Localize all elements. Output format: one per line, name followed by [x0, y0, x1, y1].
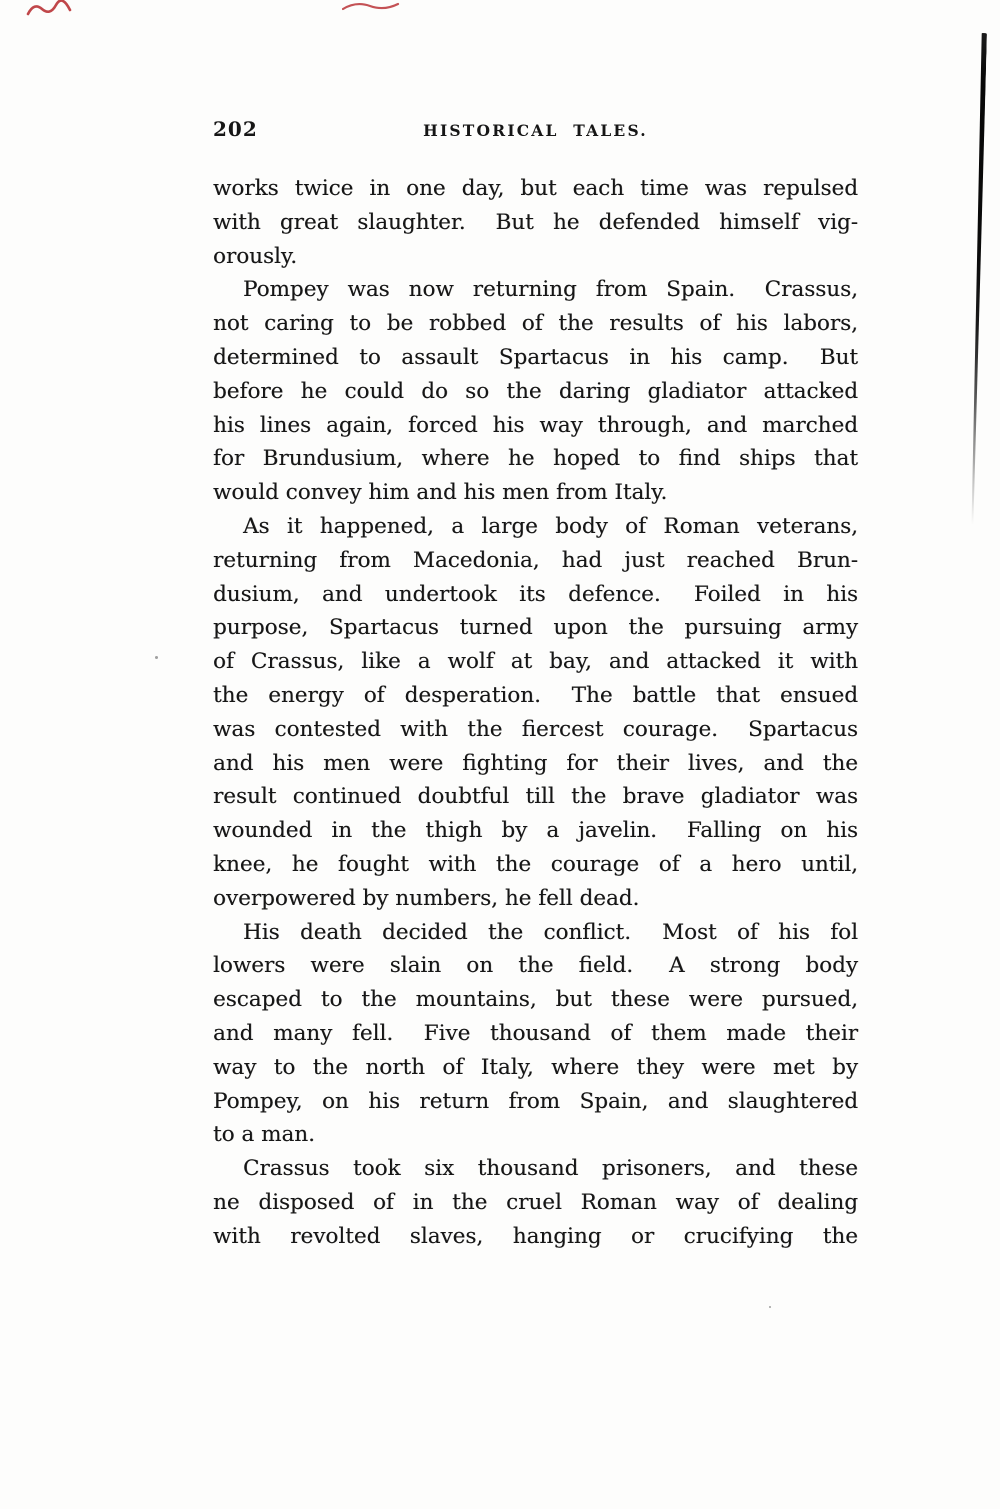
scan-speck	[155, 656, 158, 659]
text-line: result continued doubtful till the brave gladiator was	[213, 784, 858, 810]
text-line: before he could do so the daring gladiator attacked	[213, 378, 858, 404]
text-line: to a man.	[213, 1122, 315, 1148]
text-line: for Brundusium, where he hoped to find ships that	[213, 446, 858, 472]
text-line: purpose, Spartacus turned upon the pursuing army	[213, 615, 858, 641]
text-line: the energy of desperation. The battle that ensued	[213, 682, 858, 708]
text-line: Pompey, on his return from Spain, and slaughtered	[213, 1088, 858, 1114]
text-line: not caring to be robbed of the results of his labors,	[213, 311, 858, 337]
page-number: 202	[213, 117, 258, 141]
text-line: of Crassus, like a wolf at bay, and attacked it with	[213, 649, 858, 675]
text-line: with revolted slaves, hanging or crucifying the	[213, 1223, 858, 1249]
red-pen-mark-center	[342, 0, 400, 12]
text-line: and his men were fighting for their lives, and the	[213, 750, 858, 776]
text-line: returning from Macedonia, had just reached Brun-	[213, 547, 858, 573]
text-line: His death decided the conflict. Most of his fol	[243, 919, 858, 945]
text-line: and many fell. Five thousand of them made their	[213, 1020, 858, 1046]
text-line: ne disposed of in the cruel Roman way of dealing	[213, 1189, 858, 1215]
body-text	[213, 172, 858, 1254]
text-line: dusium, and undertook its defence. Foiled in his	[213, 581, 858, 607]
scan-artifact-bar	[969, 33, 987, 525]
text-line: Pompey was now returning from Spain. Crassus,	[243, 277, 858, 303]
text-line: way to the north of Italy, where they were met by	[213, 1054, 858, 1080]
scan-speck	[769, 1306, 771, 1308]
text-line: was contested with the fiercest courage. Spartacus	[213, 716, 858, 742]
text-line: wounded in the thigh by a javelin. Falling on his	[213, 818, 858, 844]
text-line: would convey him and his men from Italy.	[213, 480, 668, 506]
text-line: works twice in one day, but each time was repulsed	[213, 176, 858, 201]
text-line: Crassus took six thousand prisoners, and these	[243, 1156, 858, 1182]
text-line: As it happened, a large body of Roman veterans,	[243, 513, 858, 539]
text-line: orously.	[213, 243, 298, 269]
running-title: HISTORICAL TALES.	[423, 121, 648, 140]
text-line: his lines again, forced his way through, and marched	[213, 412, 858, 438]
text-line: lowers were slain on the field. A strong body	[213, 953, 858, 979]
text-line: escaped to the mountains, but these were pursued,	[213, 987, 858, 1013]
text-line: knee, he fought with the courage of a hero until,	[213, 851, 858, 877]
red-pen-mark-left	[26, 0, 72, 18]
text-line: determined to assault Spartacus in his camp. But	[213, 344, 858, 370]
text-line: with great slaughter. But he defended himself vig-	[213, 209, 858, 235]
text-line: overpowered by numbers, he fell dead.	[213, 885, 640, 911]
